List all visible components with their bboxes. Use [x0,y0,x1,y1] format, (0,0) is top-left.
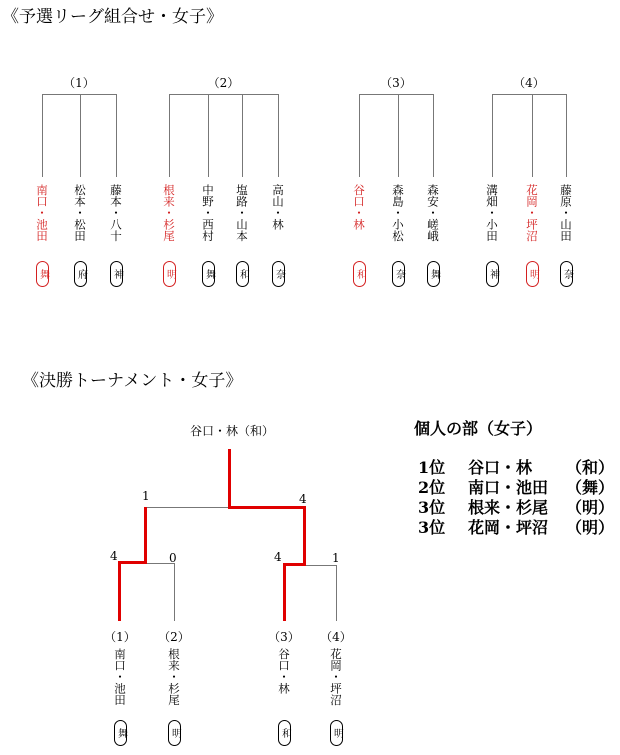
pair-name: 森安・嵯峨 [426,184,440,242]
group-line [566,94,567,177]
team-badge: 舞 [427,261,440,287]
pair-name: 谷口・林 [352,184,366,230]
pair-name: 藤本・八十 [109,184,123,242]
group-line [116,94,117,177]
bracket-pair-name: 花岡・坪沼 [329,648,343,706]
team-badge: 神 [110,261,123,287]
pair-name: 松本・松田 [73,184,87,242]
bracket-pair-name: 南口・池田 [113,648,127,706]
group-line [433,94,434,177]
champion-label: 谷口・林（和） [190,424,275,438]
bracket-label: （3） [268,630,300,644]
group-line [42,94,43,177]
team-badge: 明 [168,720,181,746]
score-final-left: 1 [142,489,150,503]
rank-place: 1位 [418,458,446,477]
team-badge: 奈 [272,261,285,287]
final-title: 《決勝トーナメント・女子》 [22,371,243,391]
group-line [278,94,279,177]
group-line [242,94,243,177]
team-badge: 神 [486,261,499,287]
bracket-pair-name: 根来・杉尾 [167,648,181,706]
rank-team: （舞） [566,478,615,497]
ranking-row [418,515,614,538]
bracket-label: （1） [104,630,136,644]
group-label: （2） [207,76,240,90]
rank-place: 2位 [418,478,446,497]
rank-name: 谷口・林 [468,458,533,477]
team-badge: 和 [278,720,291,746]
score-semi2-left: 4 [274,550,282,564]
pair-name: 森島・小松 [391,184,405,242]
prelim-title: 《予選リーグ組合せ・女子》 [2,7,223,27]
score-semi2-right: 1 [332,551,340,565]
team-badge: 奈 [560,261,573,287]
pair-name: 南口・池田 [35,184,49,242]
team-badge: 奈 [392,261,405,287]
group-label: （3） [380,76,412,90]
pair-name: 中野・西村 [201,184,215,242]
group-line [492,94,567,95]
group-line [492,94,493,177]
rank-name: 花岡・坪沼 [468,518,549,537]
pair-name: 根来・杉尾 [162,184,176,242]
pair-name: 藤原・山田 [559,184,573,242]
rank-place: 3位 [418,518,446,537]
team-badge: 和 [353,261,366,287]
team-badge: 府 [74,261,87,287]
group-line [359,94,360,177]
rank-name: 南口・池田 [468,478,549,497]
team-badge: 明 [330,720,343,746]
group-line [398,94,399,177]
team-badge: 舞 [114,720,127,746]
pair-name: 溝畑・小田 [485,184,499,242]
rank-team: （明） [566,518,615,537]
group-label: （1） [63,76,95,90]
score-final-right: 4 [299,492,307,506]
team-badge: 明 [163,261,176,287]
rank-team: （明） [566,498,615,517]
team-badge: 舞 [202,261,215,287]
pair-name: 高山・林 [271,184,285,230]
group-line [169,94,170,177]
pair-name: 花岡・坪沼 [525,184,539,242]
team-badge: 舞 [36,261,49,287]
score-semi1-left: 4 [110,549,118,563]
bracket-label: （4） [320,630,352,644]
group-line [532,94,533,177]
group-line [208,94,209,177]
pair-name: 塩路・山本 [235,184,249,242]
bracket-pair-name: 谷口・林 [277,648,291,694]
team-badge: 和 [236,261,249,287]
group-label: （4） [513,76,545,90]
group-line [359,94,434,95]
rank-name: 根来・杉尾 [468,498,549,517]
group-line [169,94,279,95]
rank-place: 3位 [418,498,446,517]
score-semi1-right: 0 [169,551,177,565]
rank-team: （和） [566,458,615,477]
team-badge: 明 [526,261,539,287]
individual-title: 個人の部（女子） [414,419,543,438]
bracket-label: （2） [158,630,190,644]
group-line [80,94,81,177]
